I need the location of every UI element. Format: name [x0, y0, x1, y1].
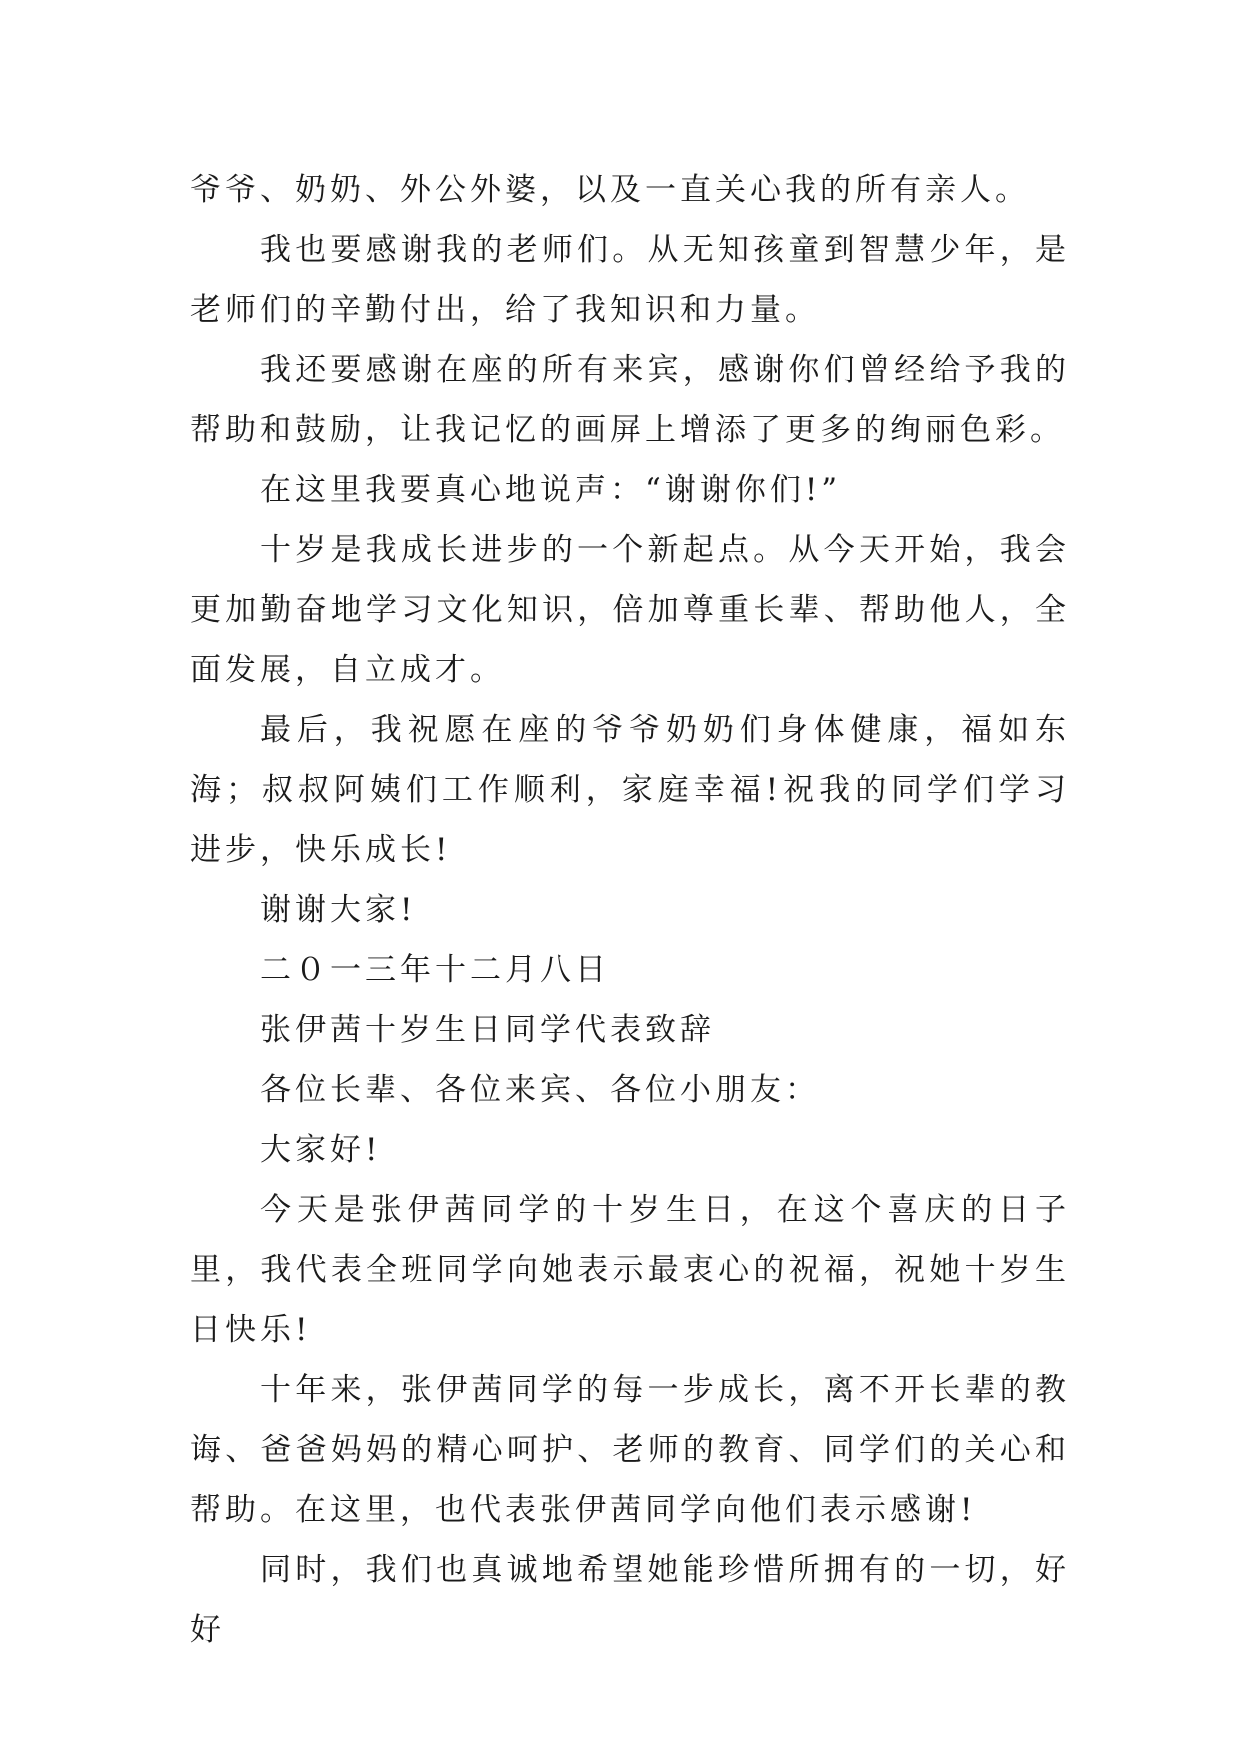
paragraph: 爷爷、奶奶、外公外婆，以及一直关心我的所有亲人。: [190, 172, 1030, 208]
paragraph: 今天是张伊茜同学的十岁生日，在这个喜庆的日子里，我代表全班同学向她表示最衷心的祝福，祝她十岁生日快乐!: [190, 1192, 1070, 1348]
greeting: 大家好!: [260, 1132, 382, 1168]
date-line: 二０一三年十二月八日: [260, 952, 610, 988]
paragraph: 我也要感谢我的老师们。从无知孩童到智慧少年，是老师们的辛勤付出，给了我知识和力量。: [190, 232, 1070, 328]
paragraph: 在这里我要真心地说声：“谢谢你们!”: [260, 472, 842, 508]
salutation: 各位长辈、各位来宾、各位小朋友：: [260, 1072, 820, 1108]
paragraph: 谢谢大家!: [260, 892, 417, 928]
paragraph: 十岁是我成长进步的一个新起点。从今天开始，我会更加勤奋地学习文化知识，倍加尊重长辈、帮助他人，全面发展，自立成才。: [190, 532, 1070, 688]
paragraph: 我还要感谢在座的所有来宾，感谢你们曾经给予我的帮助和鼓励，让我记忆的画屏上增添了更多的绚丽色彩。: [190, 352, 1070, 448]
document-body: [190, 160, 1070, 1660]
paragraph: 最后，我祝愿在座的爷爷奶奶们身体健康，福如东海；叔叔阿姨们工作顺利，家庭幸福!祝我的同学们学习进步，快乐成长!: [190, 712, 1070, 868]
paragraph: 同时，我们也真诚地希望她能珍惜所拥有的一切，好好: [190, 1552, 1070, 1648]
paragraph: 十年来，张伊茜同学的每一步成长，离不开长辈的教诲、爸爸妈妈的精心呵护、老师的教育、同学们的关心和帮助。在这里，也代表张伊茜同学向他们表示感谢!: [190, 1372, 1070, 1528]
section-title: 张伊茜十岁生日同学代表致辞: [260, 1012, 715, 1048]
